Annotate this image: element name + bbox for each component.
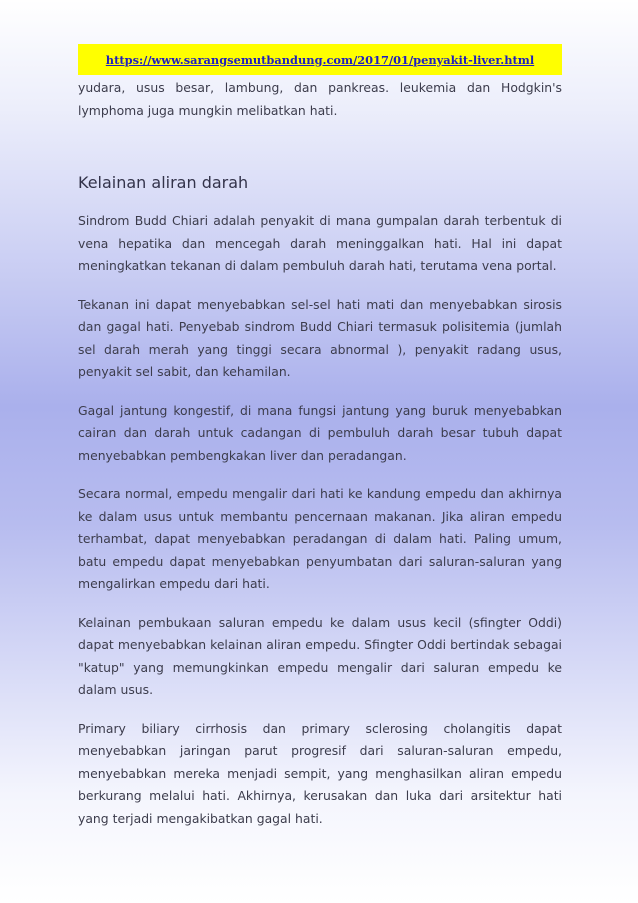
- paragraph-5: Kelainan pembukaan saluran empedu ke dalam usus kecil (sfingter Oddi) dapat menyebabkan kelainan aliran empedu. Sfingter Oddi bertindak sebagai "katup" yang memungkinkan empedu mengalir dari saluran empedu ke dalam usus.: [78, 614, 562, 697]
- section-heading: Kelainan aliran darah: [78, 173, 249, 192]
- paragraph-1: Sindrom Budd Chiari adalah penyakit di mana gumpalan darah terbentuk di vena hepatika dan mencegah darah meninggalkan hati. Hal ini dapat meningkatkan tekanan di dalam pembuluh darah hati, terutama vena portal.: [78, 213, 562, 273]
- paragraph-6: Primary biliary cirrhosis dan primary sclerosing cholangitis dapat menyebabkan jaringan parut progresif dari saluran-saluran empedu, menyebabkan mereka menjadi sempit, yang menghasilkan aliran empedu berkurang melalui hati. Akhirnya, kerusakan dan luka dari arsitektur hati yang terjadi mengakibatkan gagal hati.: [78, 720, 562, 826]
- paragraph-2: Tekanan ini dapat menyebabkan sel-sel hati mati dan menyebabkan sirosis dan gagal hati. Penyebab sindrom Budd Chiari termasuk polisitemia (jumlah sel darah merah yang tinggi secara abnormal ), penyakit radang usus, penyakit sel sabit, dan kehamilan.: [78, 296, 562, 379]
- source-link[interactable]: https://www.sarangsemutbandung.com/2017/01/penyakit-liver.html: [105, 52, 535, 67]
- url-banner: [78, 44, 562, 75]
- lead-paragraph: yudara, usus besar, lambung, dan pankreas. leukemia dan Hodgkin's lymphoma juga mungkin melibatkan hati.: [78, 80, 562, 118]
- paragraph-4: Secara normal, empedu mengalir dari hati ke kandung empedu dan akhirnya ke dalam usus untuk membantu pencernaan makanan. Jika aliran empedu terhambat, dapat menyebabkan peradangan di dalam hati. Paling umum, batu empedu dapat menyebabkan penyumbatan dari saluran-saluran yang mengalirkan empedu dari hati.: [78, 486, 562, 591]
- paragraph-3: Gagal jantung kongestif, di mana fungsi jantung yang buruk menyebabkan cairan dan darah untuk cadangan di pembuluh darah besar tubuh dapat menyebabkan pembengkakan liver dan peradangan.: [78, 402, 562, 463]
- document-page: [78, 44, 562, 846]
